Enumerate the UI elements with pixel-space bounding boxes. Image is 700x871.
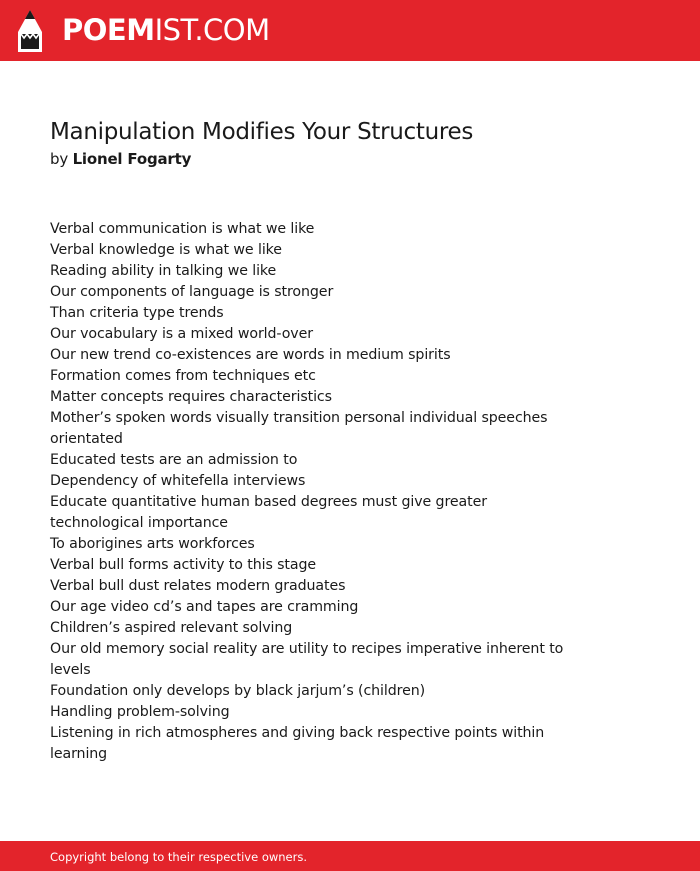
poem-line: Formation comes from techniques etc (50, 368, 316, 384)
poem-line: Listening in rich atmospheres and giving back respective points within learning (50, 725, 545, 762)
by-label: by (50, 150, 68, 168)
byline (50, 148, 191, 170)
poem-line: Children’s aspired relevant solving (50, 620, 293, 636)
pencil-icon (18, 10, 42, 52)
footer-bar (0, 841, 700, 871)
poem-line: Matter concepts requires characteristics (50, 389, 332, 405)
poem-line: Mother’s spoken words visually transition personal individual speeches orientated (50, 410, 548, 447)
logo-bold-text: POEM (62, 13, 155, 47)
poem-line: Reading ability in talking we like (50, 263, 277, 279)
poem-line: Educate quantitative human based degrees must give greater technological importance (50, 494, 487, 531)
logo-light-text: IST.COM (154, 13, 270, 47)
poem-line: Our old memory social reality are utility to recipes imperative inherent to levels (50, 641, 564, 678)
poem-line: Handling problem-solving (50, 704, 230, 720)
author-name: Lionel Fogarty (72, 150, 192, 168)
poem-line: Our vocabulary is a mixed world-over (50, 326, 313, 342)
poem-line: Foundation only develops by black jarjum’s (children) (50, 683, 426, 699)
poem-body (50, 219, 580, 765)
poem-line: Our age video cd’s and tapes are cramming (50, 599, 359, 615)
poem-line: Verbal communication is what we like (50, 221, 315, 237)
poem-line: To aborigines arts workforces (50, 536, 255, 552)
poem-line: Verbal bull dust relates modern graduates (50, 578, 346, 594)
poem-line: Than criteria type trends (50, 305, 224, 321)
poem-title: Manipulation Modifies Your Structures (50, 119, 474, 145)
poem-line: Verbal knowledge is what we like (50, 242, 282, 258)
site-logo[interactable] (62, 12, 270, 48)
poem-line: Dependency of whitefella interviews (50, 473, 306, 489)
poem-line: Educated tests are an admission to (50, 452, 298, 468)
poem-line: Verbal bull forms activity to this stage (50, 557, 317, 573)
copyright-text: Copyright belong to their respective owners. (50, 850, 308, 864)
header-bar (0, 0, 700, 61)
poem-line: Our components of language is stronger (50, 284, 334, 300)
poem-line: Our new trend co-existences are words in medium spirits (50, 347, 451, 363)
